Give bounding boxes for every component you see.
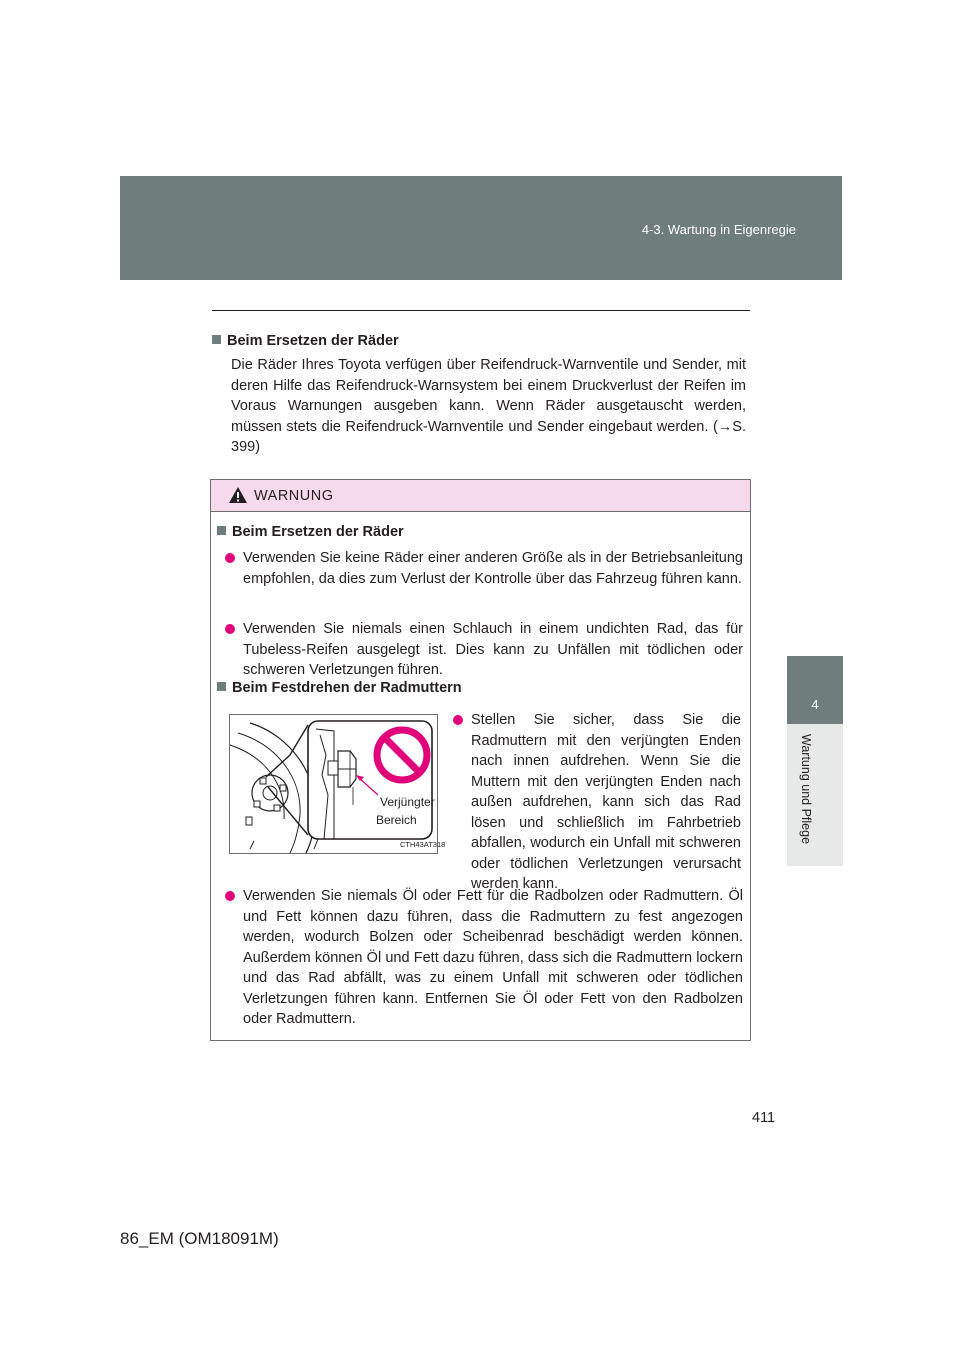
wheel-nut-figure [229,714,446,854]
warning-title: WARNUNG [254,488,334,504]
section-divider [212,310,750,311]
intro-section [212,330,746,458]
figure-label: Verjüngter [380,795,435,809]
document-code: 86_EM (OM18091M) [120,1229,279,1248]
bullet-dot-icon [453,715,463,725]
chapter-number: 4 [811,697,819,712]
warning-bullet-4: Verwenden Sie niemals Öl oder Fett für die Radbolzen oder Radmuttern. Öl und Fett können dazu führen, dass die Radmuttern zu fest angezogen werden, wodurch Bolzen oder Scheibenrad beschädigt werden können. Außerdem können Öl und Fett dazu führen, dass sich die Radmuttern lockern und das Rad abfällt, was zu einem Unfall mit schweren oder tödlichen Verletzungen führen kann. Entfernen Sie Öl oder Fett von den Radbolzen oder Radmuttern. [243,886,743,1030]
bullet-dot-icon [225,553,235,563]
bullet-dot-icon [225,624,235,634]
square-bullet-icon [212,335,221,344]
figure-label: Bereich [376,813,417,827]
intro-text: Die Räder Ihres Toyota verfügen über Reifendruck-Warnventile und Sender, mit deren Hilfe das Reifendruck-Warnsystem bei einem Druckverlust der Reifen im Voraus Warnungen ausgeben kann. Wenn Räder ausgetauscht werden, müssen stets die Reifendruck-Warnventile und Sender eingebaut werden. (→S. 399) [231,357,746,455]
chapter-tab[interactable] [787,656,843,724]
warning-bullet-1: Verwenden Sie keine Räder einer anderen Größe als in der Betriebsanleitung empfohlen, da dies zum Verlust der Kontrolle über das Fahrzeug führen kann. [243,548,743,589]
wheel-nut-illustration [230,715,437,853]
warning-box [210,479,751,1041]
warning-bullet-3: Stellen Sie sicher, dass Sie die Radmuttern mit den verjüngten Enden nach innen aufdrehen. Wenn Sie die Muttern mit den verjüngten Enden nach außen aufdrehen, kann sich das Rad lösen und schließlich im Fahrbetrieb abfallen, wodurch ein Unfall mit schweren oder tödlichen Verletzungen verursacht werden kann. [471,710,741,895]
figure-code: CTH43AT318 [400,840,446,849]
intro-heading: Beim Ersetzen der Räder [212,330,746,352]
warning-section-heading-1: Beim Ersetzen der Räder [217,524,404,540]
chapter-title-tab [787,724,843,866]
square-bullet-icon [217,682,226,691]
section-title: 4-3. Wartung in Eigenregie [641,222,796,237]
header-band [120,176,842,280]
bullet-dot-icon [225,891,235,901]
chapter-title: Wartung und Pflege [799,734,813,845]
warning-bullet-2: Verwenden Sie niemals einen Schlauch in einem undichten Rad, das für Tubeless-Reifen ausgelegt ist. Dies kann zu Unfällen mit tödlichen oder schweren Verletzungen führen. [243,619,743,681]
page-number: 411 [752,1110,776,1126]
square-bullet-icon [217,526,226,535]
warning-header [211,480,750,512]
warning-section-heading-2: Beim Festdrehen der Radmuttern [217,680,462,696]
warning-triangle-icon [228,486,248,504]
